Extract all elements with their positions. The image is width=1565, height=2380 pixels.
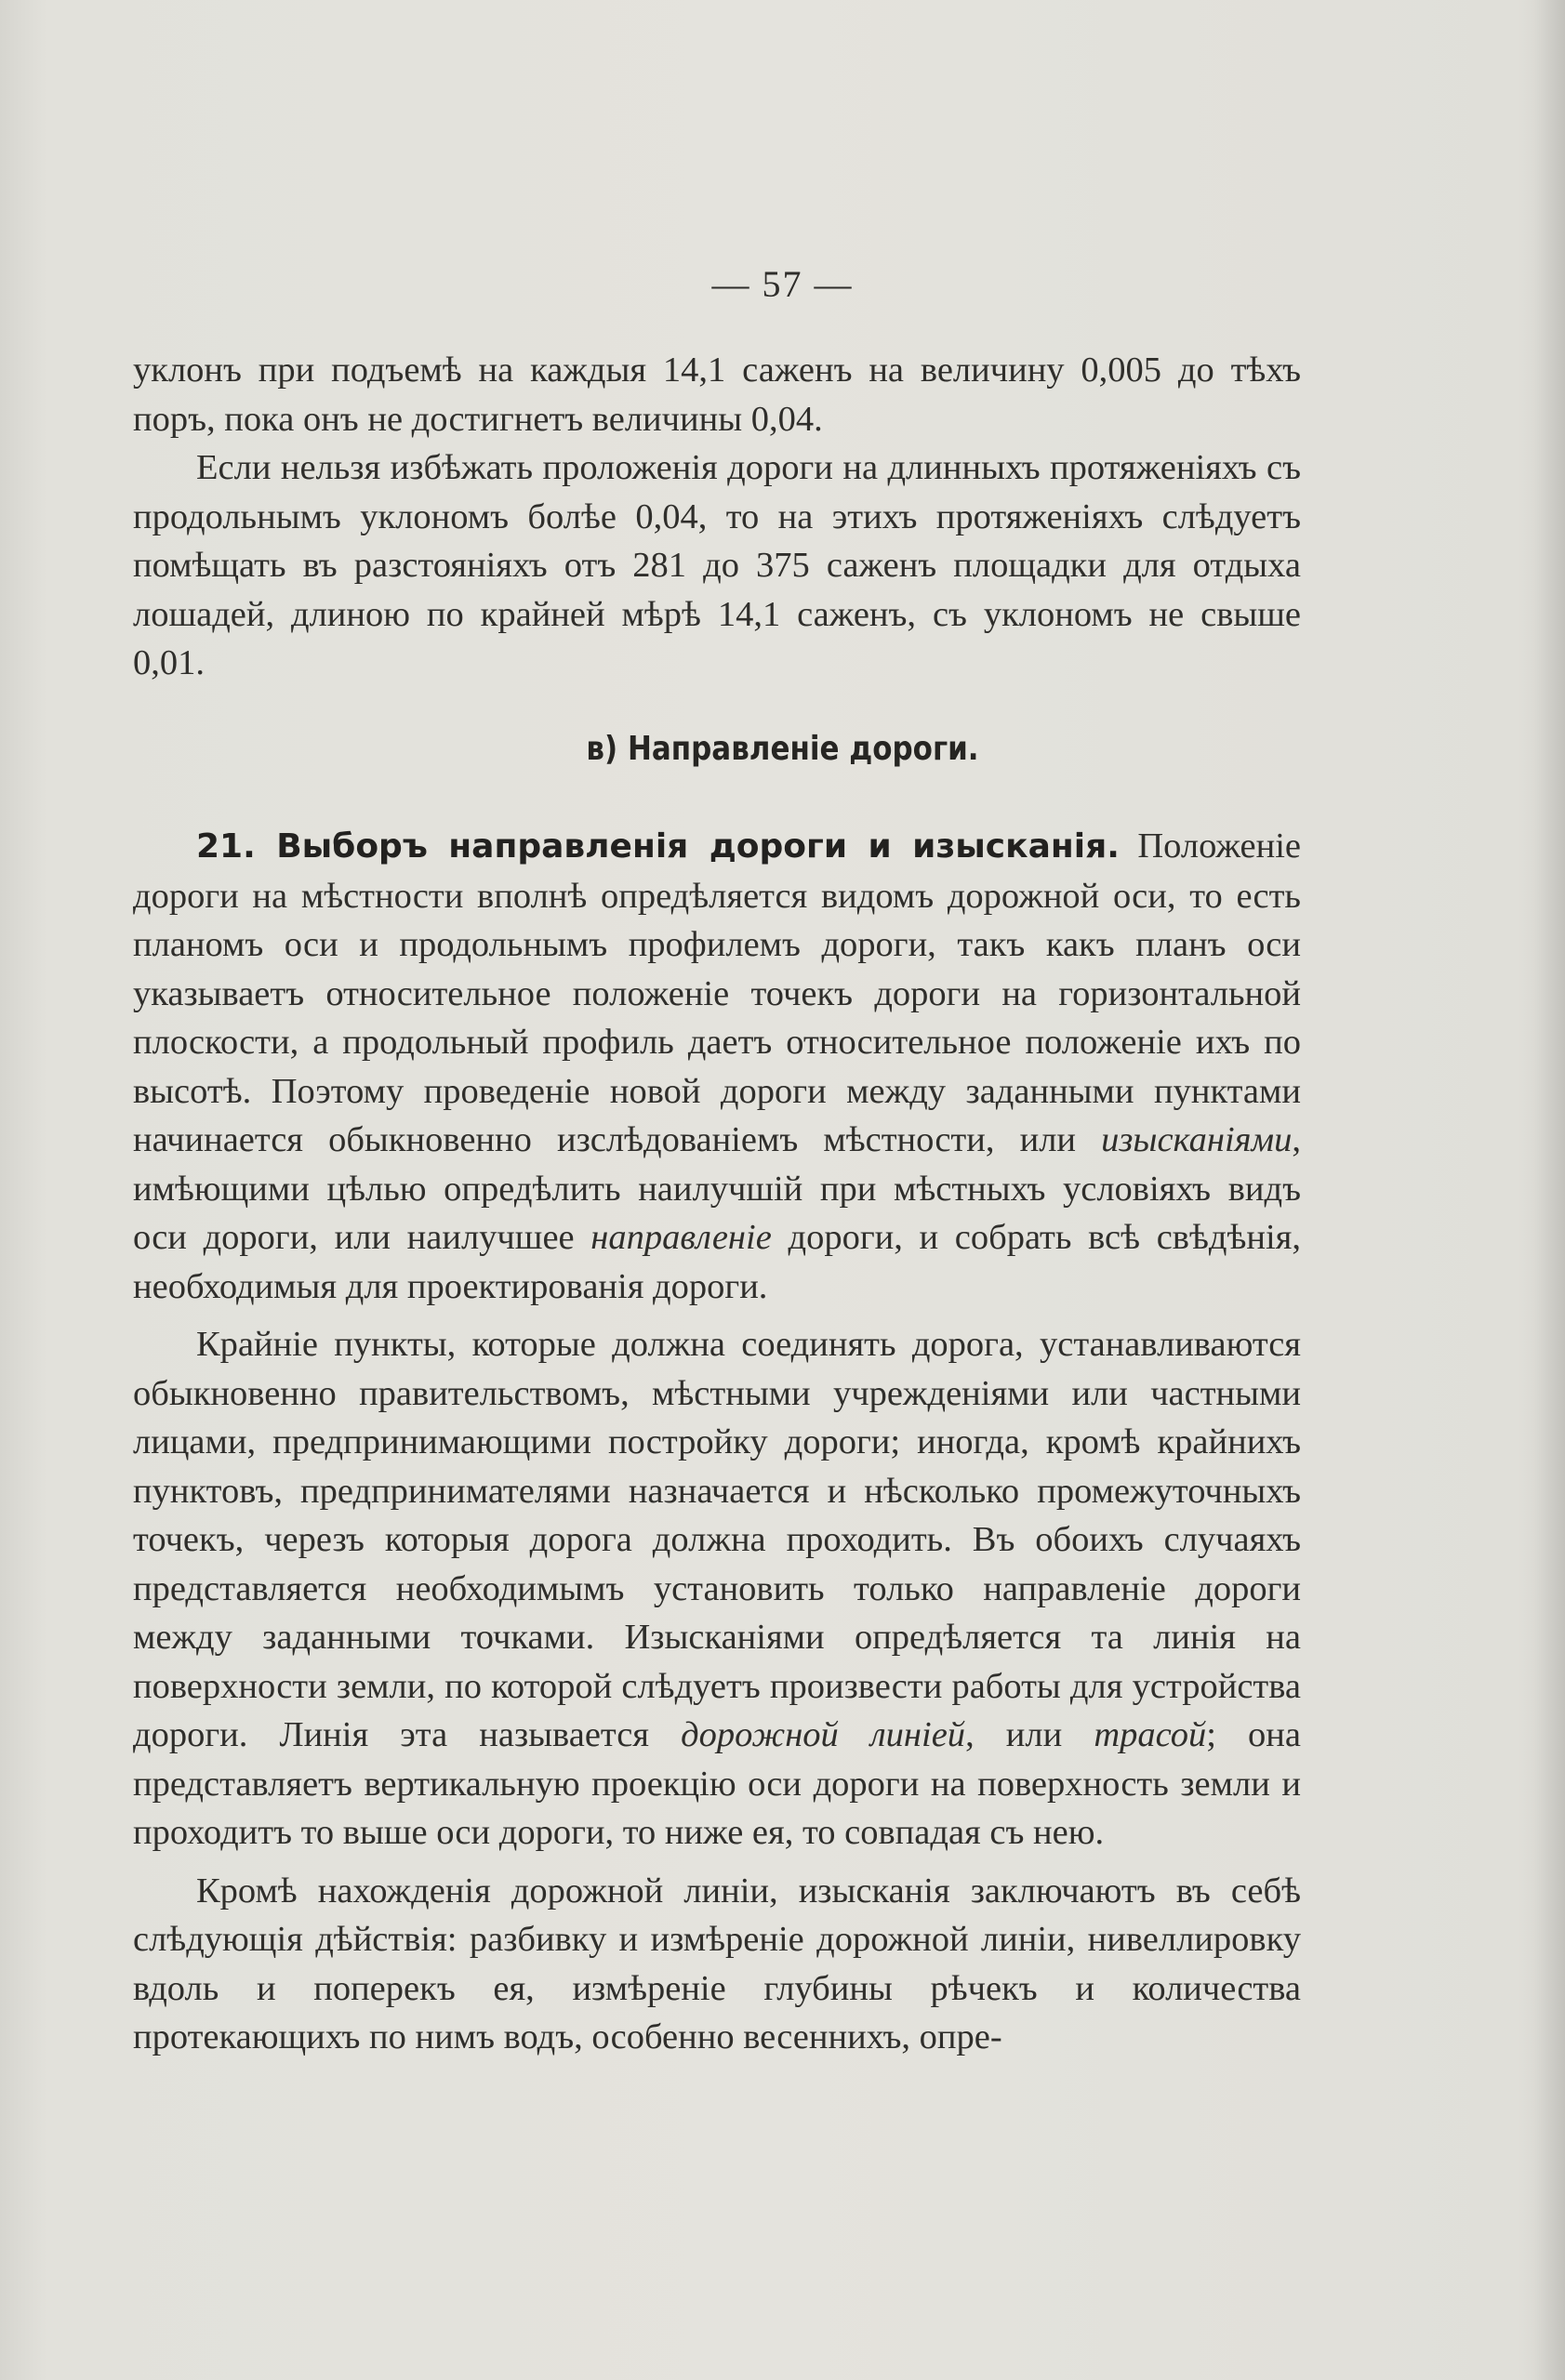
top-text-block <box>133 346 1301 688</box>
emphasized-term: дорожной линіей <box>681 1715 966 1754</box>
emphasized-term: изысканіями <box>1101 1120 1293 1159</box>
section-heading: в) Направленіе дороги. <box>586 730 979 768</box>
paragraph-text: Положеніе дороги на мѣстности вполнѣ опредѣляется видомъ дорожной оси, то есть планомъ оси и продольнымъ профилемъ дороги, такъ какъ планъ оси указываетъ относительное положеніе точекъ дороги на горизонтальной плоскости, а продольный профиль даетъ относительное положеніе ихъ по высотѣ. Поэтому проведеніе новой дороги между заданными пунктами начинается обыкновенно изслѣдованіемъ мѣстности, или <box>133 826 1302 1159</box>
paragraph-continuation: уклонъ при подъемѣ на каждыя 14,1 саженъ на величину 0,005 до тѣхъ поръ, пока онъ не достигнетъ величины 0,04. <box>133 350 1301 439</box>
paragraph-end-points <box>133 1320 1301 1858</box>
emphasized-term: трасой <box>1094 1715 1207 1754</box>
paragraph-text: , или <box>965 1715 1094 1754</box>
paragraph-rest-platforms: Если нельзя избѣжать проложенія дороги на длинныхъ протяженіяхъ съ продольнымъ уклономъ болѣе 0,04, то на этихъ протяженіяхъ слѣдуетъ помѣщать въ разстояніяхъ отъ 281 до 375 саженъ площадки для отдыха лошадей, длиною по крайней мѣрѣ 14,1 саженъ, съ уклономъ не свыше 0,01. <box>133 448 1301 682</box>
paragraph-text: Крайніе пункты, которые должна соединять дорога, устанавливаются обыкновенно правительствомъ, мѣстными учрежденіями или частными лицами, предпринимающими постройку дороги; иногда, кромѣ крайнихъ пунктовъ, предпринимателями назначается и нѣсколько промежуточныхъ точекъ, черезъ которыя дорога должна проходить. Въ обоихъ случаяхъ представляется необходимымъ установить только направленіе дороги между заданными точками. Изысканіями опредѣляется та линія на поверхности земли, по которой слѣдуетъ произвести работы для устройства дороги. Линія эта называется <box>133 1325 1301 1754</box>
paragraph-survey-actions: Кромѣ нахожденія дорожной линіи, изысканія заключаютъ въ себѣ слѣдующія дѣйствія: разбивку и измѣреніе дорожной линіи, нивеллировку вдоль и поперекъ ея, измѣреніе глубины рѣчекъ и количества протекающихъ по нимъ водъ, особенно весеннихъ, опре- <box>133 1871 1301 2056</box>
emphasized-term: направленіе <box>590 1218 772 1257</box>
page-edge-shadow <box>1534 0 1565 2380</box>
paragraph-text: ; она представляетъ вертикальную проекцію оси дороги на поверхность земли и проходитъ то выше оси дороги, то ниже ея, то совпадая съ нею. <box>133 1715 1301 1852</box>
paragraph-heading: 21. Выборъ направленія дороги и изысканія. <box>196 827 1120 866</box>
page-number: — 57 — <box>711 263 854 305</box>
paragraph-text: , имѣющими цѣлью опредѣлить наилучшій при мѣстныхъ условіяхъ видъ оси дороги, или наилучшее <box>133 1120 1301 1257</box>
section-21-text-block <box>133 822 1301 2062</box>
paragraph-road-direction <box>133 822 1301 1311</box>
paragraph-text: дороги, и собрать всѣ свѣдѣнія, необходимыя для проектированія дороги. <box>133 1218 1301 1306</box>
